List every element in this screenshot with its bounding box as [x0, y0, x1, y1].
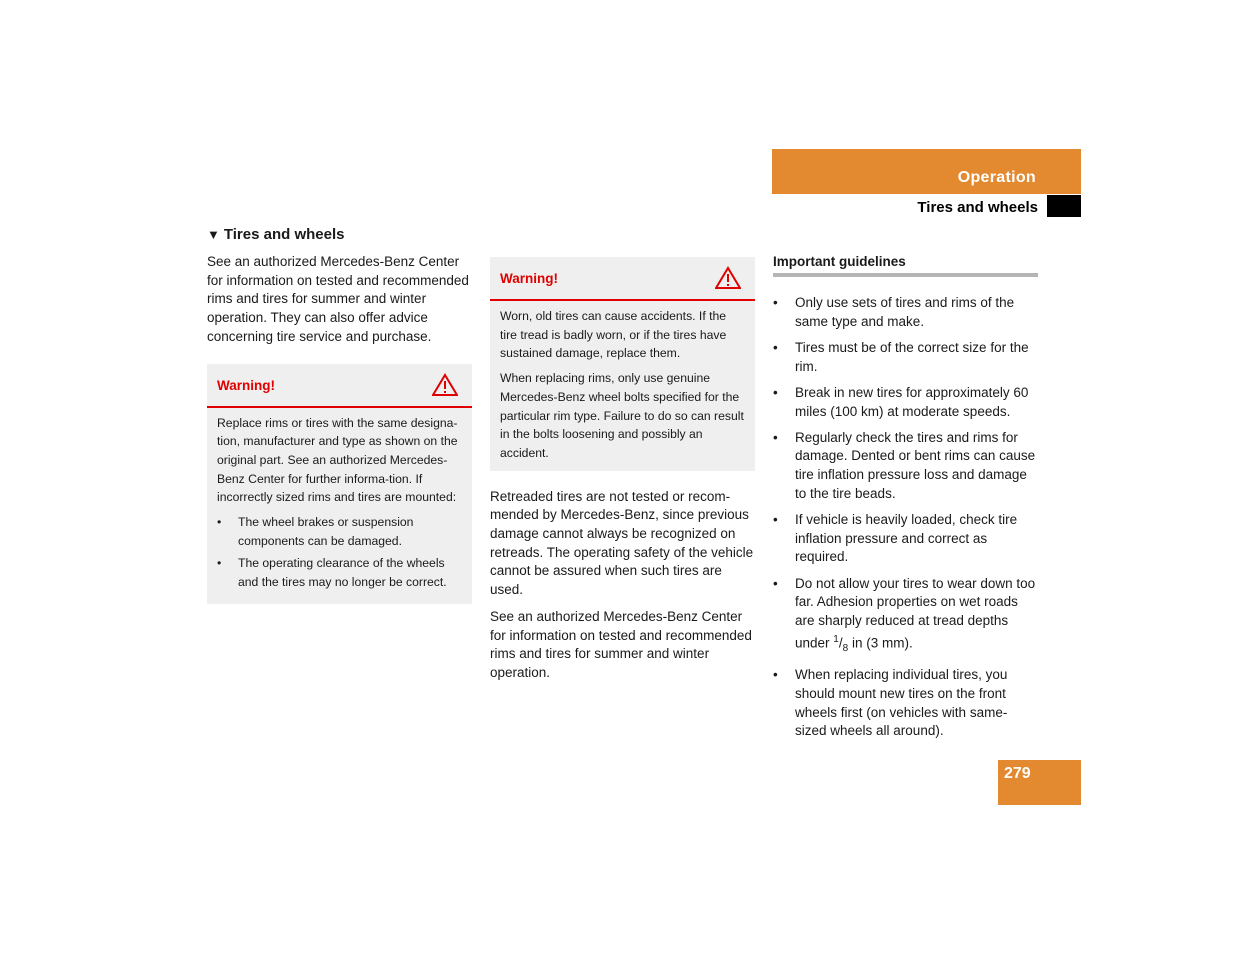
warning-triangle-icon	[432, 373, 458, 397]
guidelines-list	[773, 294, 1038, 741]
list-item: • The operating clearance of the wheels and the tires may no longer be correct.	[217, 554, 462, 591]
warning-text: Replace rims or tires with the same designa-tion, manufacturer and type as shown on the original part. See an authorized Mercedes-Benz Center for further informa-tion. If incorrectly sized rims and tires are mounted:	[217, 415, 458, 505]
column-middle	[490, 226, 755, 691]
warning-paragraph: When replacing rims, only use genuine Mercedes-Benz wheel bolts specified for the particular rim type. Failure to do so can result in the bolts loosening and possibly an accident.	[500, 371, 744, 460]
warning-bullet-list	[217, 513, 462, 592]
warning-box	[490, 257, 755, 471]
warning-title: Warning!	[500, 271, 558, 286]
list-item: • Regularly check the tires and rims for damage. Dented or bent rims can cause tire inflation pressure loss and damage to the tire beads.	[773, 429, 1038, 504]
page-number: 279	[1004, 765, 1031, 782]
fraction-numerator: 1	[833, 633, 839, 645]
warning-title: Warning!	[217, 377, 275, 393]
warning-box	[207, 364, 472, 604]
chapter-title: Operation	[957, 169, 1036, 186]
list-item: • Tires must be of the correct size for the rim.	[773, 339, 1038, 376]
intro-paragraph: See an authorized Mercedes-Benz Center for information on tested and recommended rims and tires for summer and winter operation. They can also offer advice concerning tire service and purchase.	[207, 254, 469, 344]
warning-body	[490, 301, 755, 471]
warning-header	[490, 257, 755, 301]
warning-triangle-icon	[715, 266, 741, 290]
warning-body	[207, 408, 472, 604]
list-item: • If vehicle is heavily loaded, check tire inflation pressure and correct as required.	[773, 511, 1038, 567]
retread-paragraph: Retreaded tires are not tested or recom-mended by Mercedes-Benz, since previous damage cannot always be recognized on retreads. The operating safety of the vehicle cannot be assured when such tires are used.	[490, 488, 754, 598]
page-number-box	[998, 760, 1081, 805]
section-title: Tires and wheels	[917, 199, 1038, 216]
list-item: • Break in new tires for approximately 60 miles (100 km) at moderate speeds.	[773, 384, 1038, 421]
triangle-bullet-icon: ▼	[207, 227, 220, 242]
column-left	[207, 226, 472, 604]
section-marker	[1047, 195, 1081, 217]
list-item: • The wheel brakes or suspension components can be damaged.	[217, 513, 462, 550]
chapter-header-bar	[772, 149, 1081, 194]
guidelines-heading: Important guidelines	[773, 226, 1038, 277]
section-heading	[207, 226, 472, 246]
section-heading-text: Tires and wheels	[223, 226, 345, 243]
list-item-text: Do not allow your tires to wear down too far. Adhesion properties on wet roads are sharply reduced at tread depths under	[795, 575, 1036, 651]
list-item-tail: in (3 mm).	[848, 635, 913, 651]
center-paragraph: See an authorized Mercedes-Benz Center for information on tested and recommended rims and tires for summer and winter operation.	[490, 608, 752, 680]
column-right	[773, 226, 1038, 748]
list-item: • Do not allow your tires to wear down too far. Adhesion properties on wet roads are sharply reduced at tread depths under $^1/_8$ in (3 mm).	[773, 575, 1038, 659]
list-item: • Only use sets of tires and rims of the same type and make.	[773, 294, 1038, 331]
fraction-denominator: 8	[842, 642, 849, 654]
list-item: • When replacing individual tires, you should mount new tires on the front wheels first (on vehicles with same-sized wheels all around).	[773, 666, 1038, 741]
warning-paragraph: Worn, old tires can cause accidents. If the tire tread is badly worn, or if the tires have sustained damage, replace them.	[500, 309, 727, 361]
warning-header	[207, 364, 472, 408]
